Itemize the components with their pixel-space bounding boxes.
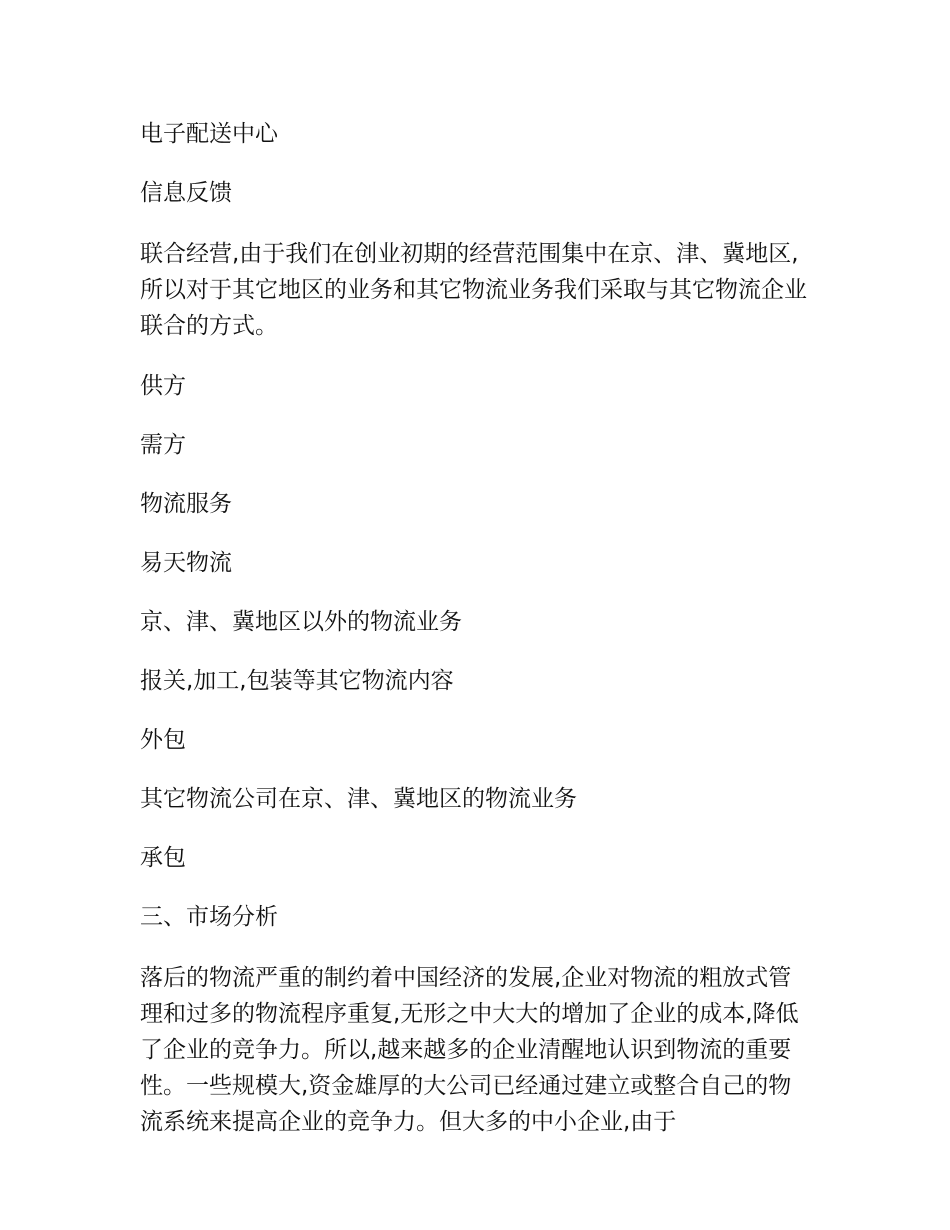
line-contracting: 承包 <box>140 845 186 871</box>
line-other-companies-business: 其它物流公司在京、津、冀地区的物流业务 <box>140 786 577 812</box>
document-body <box>140 118 812 1166</box>
section-heading-market-analysis: 三、市场分析 <box>140 904 278 930</box>
line-information-feedback: 信息反馈 <box>140 180 232 206</box>
paragraph-market-analysis: 落后的物流严重的制约着中国经济的发展,企业对物流的粗放式管理和过多的物流程序重复,无形之中大大的增加了企业的成本,降低了企业的竞争力。所以,越来越多的企业清醒地认识到物流的重要性。一些规模大,资金雄厚的大公司已经通过建立或整合自己的物流系统来提高企业的竞争力。但大多的中小企业,由于 <box>140 965 799 1135</box>
line-electronic-distribution-center: 电子配送中心 <box>140 121 278 147</box>
line-supplier: 供方 <box>140 373 186 399</box>
line-demander: 需方 <box>140 432 186 458</box>
line-company-name: 易天物流 <box>140 550 232 576</box>
paragraph-joint-operation: 联合经营,由于我们在创业初期的经营范围集中在京、津、冀地区,所以对于其它地区的业务和其它物流业务我们采取与其它物流企业联合的方式。 <box>140 241 807 339</box>
line-other-logistics-content: 报关,加工,包装等其它物流内容 <box>140 668 454 694</box>
line-outside-region-business: 京、津、冀地区以外的物流业务 <box>140 609 462 635</box>
line-logistics-service: 物流服务 <box>140 491 232 517</box>
line-outsourcing: 外包 <box>140 727 186 753</box>
